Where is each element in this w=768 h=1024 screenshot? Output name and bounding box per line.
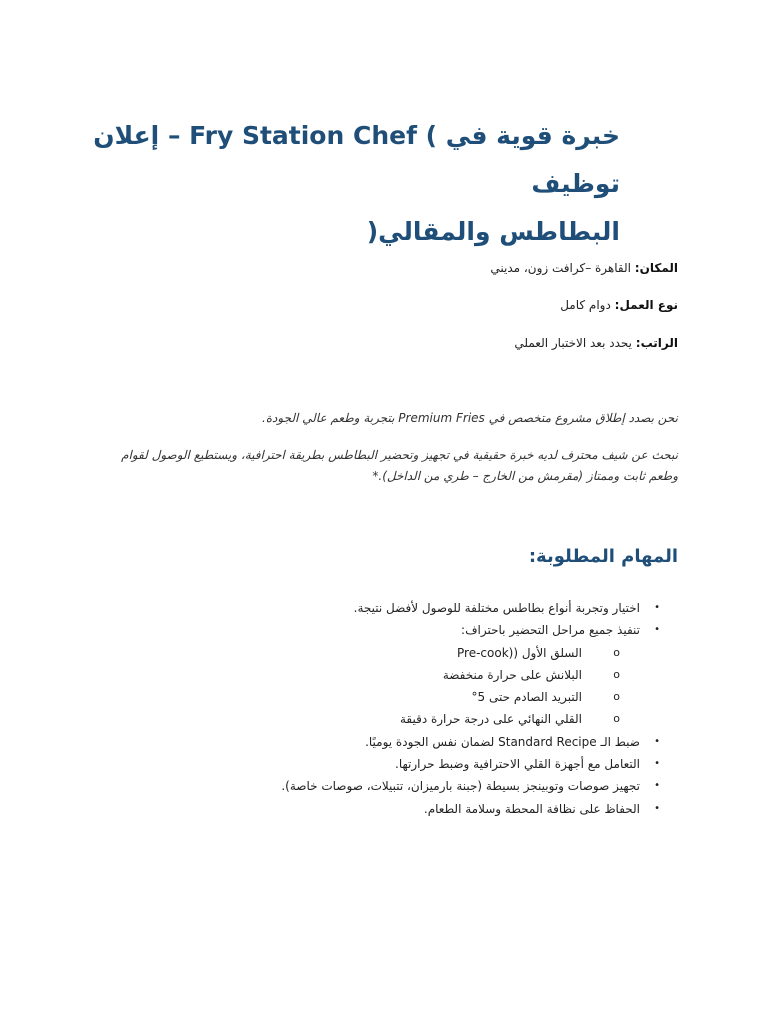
- bullet-icon: •: [654, 802, 660, 814]
- sub-list-item: [190, 664, 640, 686]
- circle-bullet-icon: o: [613, 645, 620, 659]
- list-item: [190, 753, 660, 775]
- location-label: المكان:: [634, 261, 678, 275]
- page-title: [84, 112, 620, 256]
- salary-line: [514, 334, 678, 352]
- bullet-icon: •: [654, 758, 660, 770]
- location-value: القاهرة –كرافت زون، مديني: [490, 261, 635, 275]
- sub-list-item: [190, 642, 640, 664]
- title-line-1: خبرة قوية في ) Fry Station Chef – إعلان توظيف: [93, 121, 620, 198]
- task-text: الحفاظ على نظافة المحطة وسلامة الطعام.: [423, 801, 640, 816]
- task-text: ضبط الـ Standard Recipe لضمان نفس الجودة يوميًا.: [365, 734, 640, 749]
- task-text: تنفيذ جميع مراحل التحضير باحتراف:: [461, 623, 640, 638]
- salary-value: يحدد بعد الاختبار العملي: [514, 336, 636, 350]
- tasks-list: [190, 597, 660, 820]
- subtasks-list: [190, 642, 640, 731]
- bullet-icon: •: [654, 735, 660, 747]
- jobtype-value: دوام كامل: [560, 298, 615, 312]
- list-item: [190, 597, 660, 619]
- intro-paragraph-1: نحن بصدد إطلاق مشروع متخصص في Premium Fries بتجربة وطعم عالي الجودة.: [261, 411, 678, 425]
- list-item: [190, 798, 660, 820]
- sub-list-item: [190, 708, 640, 730]
- circle-bullet-icon: o: [613, 690, 620, 704]
- location-line: [490, 259, 678, 277]
- list-item: [190, 775, 660, 797]
- list-item: [190, 619, 660, 730]
- task-text: تجهيز صوصات وتوبينجز بسيطة (جبنة بارميزان، تتبيلات، صوصات خاصة).: [281, 779, 640, 794]
- bullet-icon: •: [654, 602, 660, 613]
- task-text: اختيار وتجربة أنواع بطاطس مختلفة للوصول لأفضل نتيجة.: [353, 601, 640, 615]
- title-line-2: البطاطس والمقالي(: [366, 217, 620, 246]
- task-text: التعامل مع أجهزة القلي الاحترافية وضبط حرارتها.: [395, 757, 640, 772]
- subtask-text: البلانش على حرارة منخفضة: [442, 667, 582, 682]
- circle-bullet-icon: o: [613, 712, 620, 726]
- bullet-icon: •: [654, 624, 660, 636]
- section-title-tasks: المهام المطلوبة:: [528, 546, 678, 567]
- intro-paragraph-2: نبحث عن شيف محترف لديه خبرة حقيقية في تجهيز وتحضير البطاطس بطريقة احترافية، ويستطيع الوصول لقوام وطعم ثابت وممتاز (مقرمش من الخارج – طري من الداخل).*: [121, 448, 678, 483]
- sub-list-item: [190, 686, 640, 708]
- bullet-icon: •: [654, 780, 660, 792]
- subtask-text: السلق الأول ((Pre-cook: [457, 645, 582, 660]
- circle-bullet-icon: o: [613, 667, 620, 681]
- salary-label: الراتب:: [635, 336, 678, 350]
- list-item: [190, 731, 660, 753]
- jobtype-line: [560, 296, 678, 314]
- subtask-text: التبريد الصادم حتى 5°: [471, 690, 582, 705]
- subtask-text: القلي النهائي على درجة حرارة دقيقة: [399, 712, 582, 727]
- jobtype-label: نوع العمل:: [614, 298, 678, 312]
